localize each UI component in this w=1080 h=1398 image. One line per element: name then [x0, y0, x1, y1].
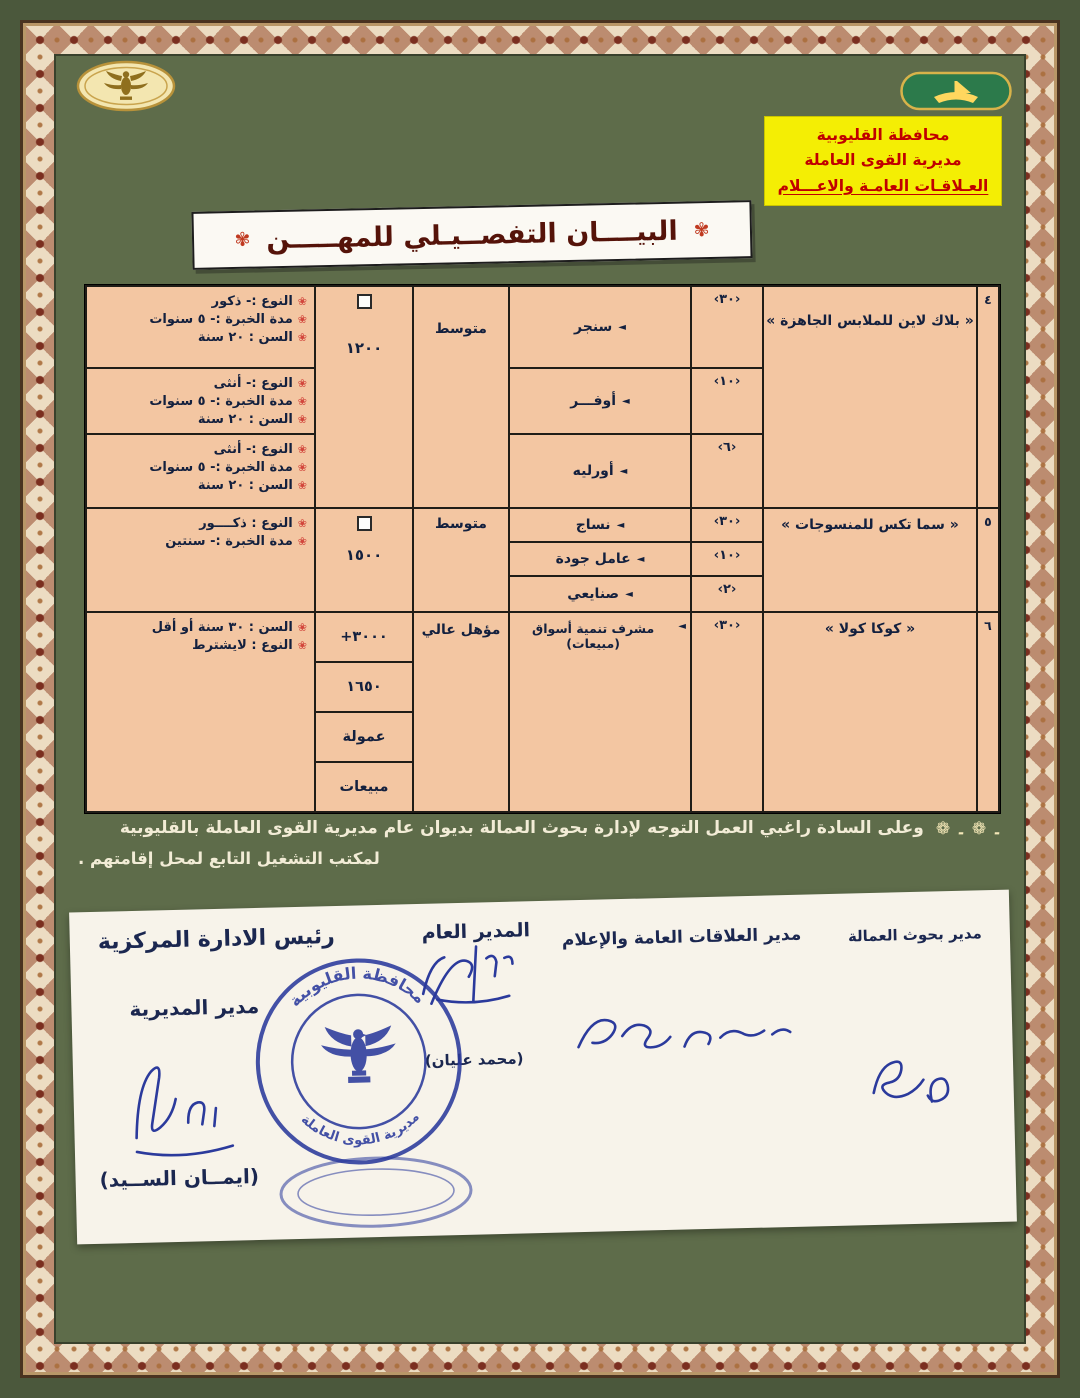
job-subrow — [510, 613, 762, 811]
requirement-text: النوع : لايشترط — [192, 638, 293, 653]
requirements-column — [87, 613, 314, 811]
vacancy-count: ‹٦› — [692, 435, 762, 507]
table-row — [87, 509, 998, 611]
flower-bullet-icon: ❀ — [297, 621, 307, 634]
job-title-cell — [510, 543, 690, 575]
requirement-line — [87, 376, 314, 391]
vacancy-count: ‹١٠› — [692, 543, 762, 575]
stamp-top-text: محافظة القليوبية — [285, 963, 430, 1011]
job-subrow — [510, 509, 762, 541]
flower-ornament-icon: ✾ — [234, 228, 251, 251]
flower-bullet-icon: ❀ — [297, 517, 307, 530]
requirement-line — [87, 638, 314, 653]
page-title: البيــــان التفصــيـلي للمهـــــن — [266, 215, 678, 255]
table-row — [87, 613, 998, 811]
eagle-emblem-icon — [76, 60, 176, 112]
table-row — [87, 287, 998, 507]
salary-cell — [316, 287, 412, 507]
footer-note-text: وعلى السادة راغبي العمل التوجه لإدارة بحوث العمالة بديوان عام مديرية القوى العاملة بالقليوبية — [119, 818, 924, 838]
general-manager-label: المدير العام — [421, 919, 531, 944]
central-admin-head-label: رئيس الادارة المركزية — [97, 924, 336, 955]
requirement-line — [87, 516, 314, 531]
requirement-line — [87, 620, 314, 635]
salary-line: ٣٠٠٠+ — [316, 613, 412, 661]
job-title: صنايعي — [567, 586, 620, 602]
vacancy-count: ‹٢› — [692, 577, 762, 611]
qualification: متوسط — [414, 509, 508, 611]
requirement-text: السن : ٣٠ سنة أو أقل — [151, 620, 293, 635]
job-title-cell — [510, 435, 690, 507]
requirement-line — [87, 460, 314, 475]
letterhead-department: العـلاقـات العامـة والاعـــلام — [777, 176, 989, 195]
title-banner — [191, 200, 752, 270]
job-title-cell — [510, 577, 690, 611]
flower-bullet-icon: ❀ — [297, 377, 307, 390]
job-subrow — [510, 287, 762, 367]
requirements-cell — [87, 435, 314, 507]
requirement-text: مدة الخبرة :- ٥ سنوات — [149, 460, 293, 475]
jobs-column — [510, 613, 762, 811]
requirement-text: السن : ٢٠ سنة — [197, 330, 293, 345]
footer-note-line1 — [74, 818, 1002, 839]
svg-text:محافظة القليوبية — [284, 962, 429, 1011]
requirement-text: النوع :- أنثى — [213, 442, 293, 457]
vacancy-count: ‹١٠› — [692, 369, 762, 433]
flower-bullet-icon: ❀ — [297, 295, 307, 308]
flower-bullet-icon: ❀ — [297, 413, 307, 426]
arrow-marker-icon: ◄ — [619, 465, 628, 477]
salary-cell — [316, 509, 412, 611]
job-title-cell — [510, 509, 690, 541]
arrow-marker-icon: ◄ — [618, 321, 626, 333]
requirement-text: النوع :- أنثى — [213, 376, 293, 391]
signatures-panel — [69, 890, 1017, 1245]
job-title: أوفـــر — [570, 393, 617, 409]
flower-bullet-icon: ❀ — [297, 313, 307, 326]
requirements-cell — [87, 613, 314, 811]
flower-bullet-icon: ❀ — [297, 639, 307, 652]
requirement-line — [87, 330, 314, 345]
qualification: متوسط — [414, 287, 508, 507]
company-name: « كوكا كولا » — [764, 613, 976, 811]
requirement-text: النوع :- ذكور — [211, 294, 293, 309]
flower-bullet-icon: ❀ — [297, 443, 307, 456]
arrow-marker-icon: ◄ — [678, 621, 686, 632]
labor-research-director-label: مدير بحوث العمالة — [847, 924, 983, 946]
letterhead-governorate: محافظة القليوبية — [816, 126, 950, 145]
requirement-line — [87, 412, 314, 427]
job-title-cell — [510, 613, 690, 811]
professions-table — [84, 284, 1001, 814]
job-subrow — [510, 369, 762, 433]
arrow-marker-icon: ◄ — [616, 519, 625, 531]
job-subrow — [510, 435, 762, 507]
job-title: مشرف تنمية أسواق (مبيعات) — [532, 621, 655, 651]
requirements-column — [87, 287, 314, 507]
flower-decor-icon: ۔ ❁ ۔ ❁ — [935, 819, 1002, 839]
job-subrow — [510, 543, 762, 575]
arrow-marker-icon: ◄ — [636, 553, 645, 565]
flower-bullet-icon: ❀ — [297, 535, 307, 548]
svg-text:مديرية القوى العاملة — [298, 1109, 424, 1150]
requirement-text: النوع : ذكــــور — [199, 516, 293, 531]
requirement-line — [87, 394, 314, 409]
row-number: ٦ — [978, 613, 998, 811]
salary-value: ١٢٠٠ — [345, 339, 383, 357]
requirement-text: مدة الخبرة :- سنتين — [165, 534, 293, 549]
salary-line: ١٦٥٠ — [316, 663, 412, 711]
row-number: ٤ — [978, 287, 998, 507]
requirement-text: السن : ٢٠ سنة — [197, 412, 293, 427]
requirement-line — [87, 478, 314, 493]
row-number: ٥ — [978, 509, 998, 611]
footer-note — [74, 818, 1002, 868]
letterhead-box — [764, 116, 1002, 206]
governorate-emblem-icon — [900, 70, 1012, 112]
oval-stamp — [275, 1151, 477, 1234]
requirement-line — [87, 294, 314, 309]
stamp-eagle-icon — [321, 1025, 397, 1083]
vacancy-count: ‹٣٠› — [692, 613, 762, 811]
arrow-marker-icon: ◄ — [622, 395, 630, 407]
company-name: « سما تكس للمنسوجات » — [764, 509, 976, 611]
job-title: أورليه — [572, 463, 614, 479]
job-title: عامل جودة — [555, 551, 631, 567]
qualification: مؤهل عالي — [414, 613, 508, 811]
salary-line: مبيعات — [316, 763, 412, 811]
requirements-column — [87, 509, 314, 611]
flower-bullet-icon: ❀ — [297, 331, 307, 344]
flower-ornament-icon: ✾ — [693, 219, 710, 242]
pr-media-signature — [569, 990, 801, 1076]
requirement-text: السن : ٢٠ سنة — [197, 478, 293, 493]
flower-bullet-icon: ❀ — [297, 461, 307, 474]
flower-bullet-icon: ❀ — [297, 395, 307, 408]
checkbox-icon — [357, 516, 372, 531]
stamp-bottom-text: مديرية القوى العاملة — [297, 1109, 423, 1149]
labor-research-signature — [863, 1040, 995, 1123]
job-title: نساج — [575, 517, 611, 533]
document-content — [54, 54, 1026, 1344]
letterhead-directorate: مديرية القوى العاملة — [804, 151, 962, 170]
footer-note-line2: لمكتب التشغيل التابع لمحل إقامتهم . — [78, 849, 380, 868]
company-name: « بلاك لاين للملابس الجاهزة » — [764, 287, 976, 507]
job-subrow — [510, 577, 762, 611]
requirement-line — [87, 534, 314, 549]
jobs-column — [510, 287, 762, 507]
salary-line: عمولة — [316, 713, 412, 761]
requirements-cell — [87, 369, 314, 433]
flower-bullet-icon: ❀ — [297, 479, 307, 492]
job-title: سنجر — [574, 319, 613, 335]
vacancy-count: ‹٣٠› — [692, 287, 762, 367]
job-title-cell — [510, 287, 690, 367]
requirements-cell — [87, 509, 314, 611]
requirement-line — [87, 312, 314, 327]
vacancy-count: ‹٣٠› — [692, 509, 762, 541]
job-title-cell — [510, 369, 690, 433]
directorate-manager-label: مدير المديرية — [129, 993, 260, 1022]
salary-value: ١٥٠٠ — [345, 546, 383, 564]
arrow-marker-icon: ◄ — [625, 588, 633, 600]
requirements-cell — [87, 287, 314, 367]
general-manager-name: (محمد عليان) — [424, 1049, 524, 1070]
pr-media-director-label: مدير العلاقات العامة والإعلام — [561, 924, 802, 951]
jobs-column — [510, 509, 762, 611]
checkbox-icon — [357, 294, 372, 309]
requirement-line — [87, 442, 314, 457]
requirement-text: مدة الخبرة :- ٥ سنوات — [149, 394, 293, 409]
official-round-stamp — [250, 953, 467, 1170]
requirement-text: مدة الخبرة :- ٥ سنوات — [149, 312, 293, 327]
salary-column — [316, 613, 412, 811]
directorate-manager-name: (ايمــان الســيد) — [99, 1163, 260, 1192]
